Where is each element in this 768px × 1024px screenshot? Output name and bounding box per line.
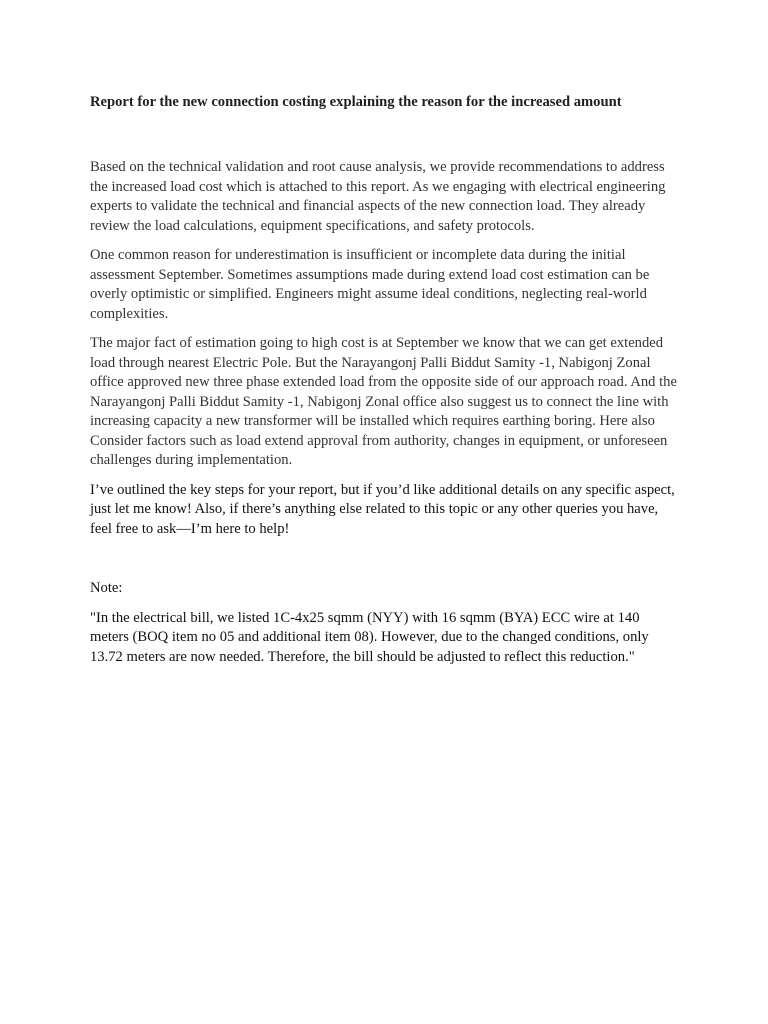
note-text: "In the electrical bill, we listed 1C-4x25 sqmm (NYY) with 16 sqmm (BYA) ECC wire at 140 meters (BOQ item no 05 and additional item 08). However, due to the changed conditions, only 13.72 meters are now needed. Therefore, the bill should be adjusted to reflect this reduction."	[90, 609, 649, 665]
document-title: Report for the new connection costing explaining the reason for the increased amount	[90, 94, 622, 110]
paragraph-recommendations: Based on the technical validation and root cause analysis, we provide recommendations to address the increased load cost which is attached to this report. As we engaging with electrical engineering experts to validate the technical and financial aspects of the new connection load. They already review the load calculations, equipment specifications, and safety protocols.	[90, 159, 666, 234]
paragraph-major-fact: The major fact of estimation going to high cost is at September we know that we can get extended load through nearest Electric Pole. But the Narayangonj Palli Biddut Samity -1, Nabigonj Zonal office approved new three phase extended load from the opposite side of our approach road. And the Narayangonj Palli Biddut Samity -1, Nabigonj Zonal office also suggest us to connect the line with increasing capacity a new transformer will be installed which requires earthing boring. Here also Consider factors such as load extend approval from authority, changes in equipment, or unforeseen challenges during implementation.	[90, 335, 677, 468]
paragraph-closing: I’ve outlined the key steps for your report, but if you’d like additional details on any specific aspect, just let me know! Also, if there’s anything else related to this topic or any other queries you have, feel free to ask—I’m here to help!	[90, 481, 675, 537]
note-label: Note:	[90, 580, 123, 596]
paragraph-underestimation: One common reason for underestimation is insufficient or incomplete data during the initial assessment September. Sometimes assumptions made during extend load cost estimation can be overly optimistic or simplified. Engineers might assume ideal conditions, neglecting real-world complexities.	[90, 247, 650, 322]
document-page	[90, 93, 682, 677]
